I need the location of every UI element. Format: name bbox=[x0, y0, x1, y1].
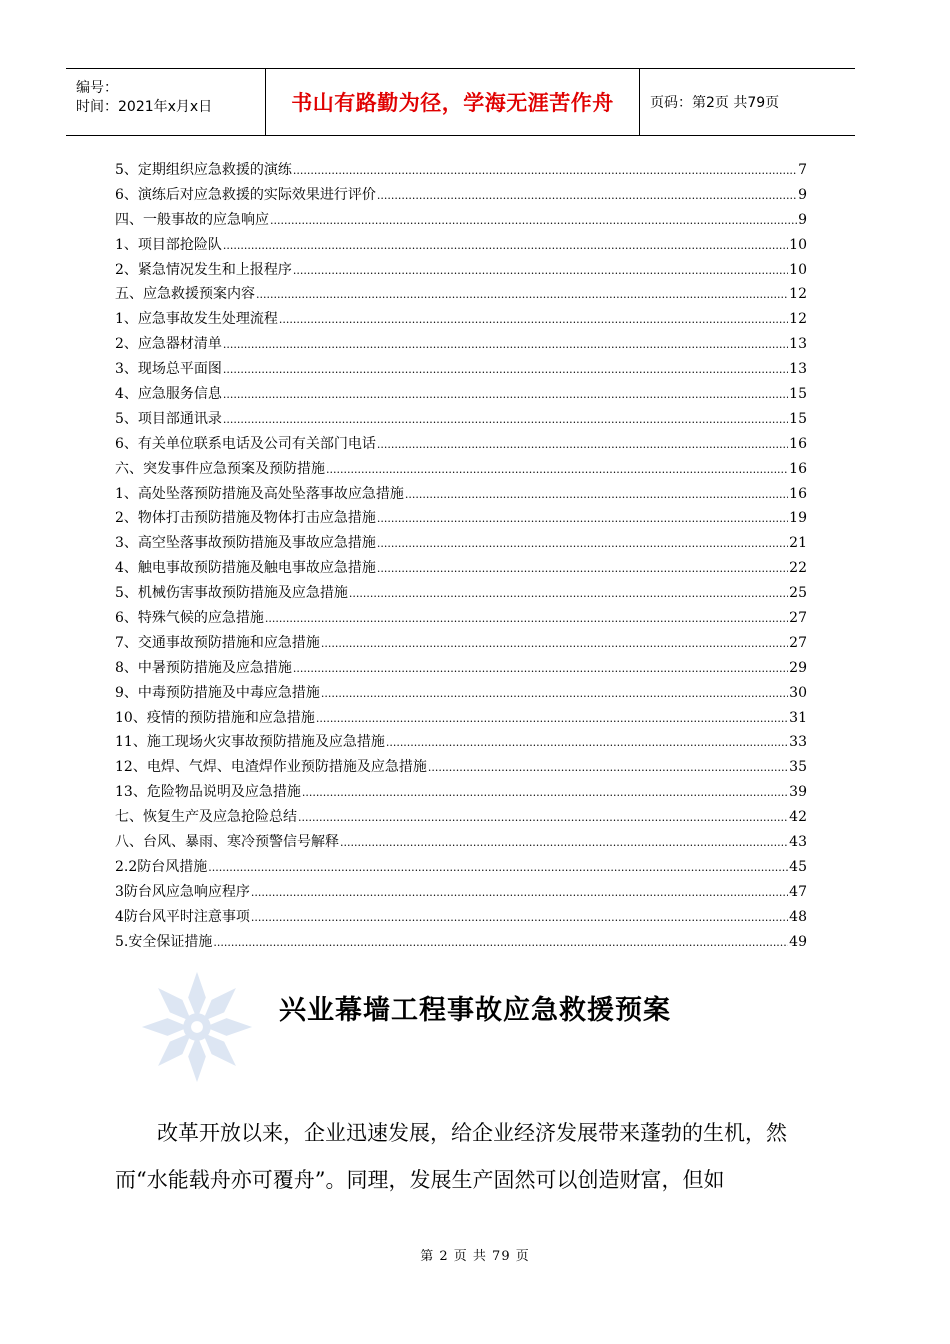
toc-entry-page: 13 bbox=[789, 361, 807, 378]
toc-dot-leader bbox=[223, 382, 788, 408]
toc-entry-page: 21 bbox=[789, 535, 807, 552]
toc-entry-title: 6、有关单位联系电话及公司有关部门电话 bbox=[115, 435, 376, 452]
toc-entry-page: 49 bbox=[789, 933, 807, 950]
toc-entry-title: 5.安全保证措施 bbox=[115, 933, 213, 950]
toc-dot-leader bbox=[321, 631, 788, 657]
body-paragraph-text: 改革开放以来，企业迅速发展，给企业经济发展带来蓬勃的生机，然而“水能载舟亦可覆舟”。同理，发展生产固然可以创造财富，但如 bbox=[115, 1121, 787, 1192]
toc-entry[interactable] bbox=[115, 258, 807, 283]
toc-entry[interactable] bbox=[115, 556, 807, 581]
toc-dot-leader bbox=[270, 208, 797, 234]
toc-entry-title: 四、一般事故的应急响应 bbox=[115, 211, 269, 228]
toc-dot-leader bbox=[377, 531, 788, 557]
toc-entry-title: 8、中暑预防措施及应急措施 bbox=[115, 659, 292, 676]
toc-dot-leader bbox=[340, 830, 788, 856]
toc-entry-title: 七、恢复生产及应急抢险总结 bbox=[115, 809, 297, 826]
toc-dot-leader bbox=[321, 681, 788, 707]
toc-entry-page: 13 bbox=[789, 336, 807, 353]
toc-entry[interactable] bbox=[115, 805, 807, 830]
toc-entry-page: 33 bbox=[789, 734, 807, 751]
toc-entry-title: 13、危险物品说明及应急措施 bbox=[115, 784, 301, 801]
toc-entry[interactable] bbox=[115, 432, 807, 457]
toc-entry-page: 42 bbox=[789, 809, 807, 826]
toc-entry[interactable] bbox=[115, 755, 807, 780]
toc-entry[interactable] bbox=[115, 606, 807, 631]
toc-dot-leader bbox=[256, 282, 788, 308]
toc-entry-page: 25 bbox=[789, 585, 807, 602]
toc-entry-title: 2.2防台风措施 bbox=[115, 858, 208, 875]
toc-entry-title: 4、触电事故预防措施及触电事故应急措施 bbox=[115, 560, 376, 577]
toc-entry-page: 16 bbox=[789, 485, 807, 502]
toc-entry-title: 5、定期组织应急救援的演练 bbox=[115, 162, 292, 178]
toc-entry-page: 43 bbox=[789, 834, 807, 851]
toc-entry-page: 48 bbox=[789, 908, 807, 925]
toc-entry[interactable] bbox=[115, 282, 807, 307]
toc-dot-leader bbox=[405, 482, 788, 508]
toc-entry[interactable] bbox=[115, 780, 807, 805]
toc-entry[interactable] bbox=[115, 706, 807, 731]
toc-entry-title: 9、中毒预防措施及中毒应急措施 bbox=[115, 684, 320, 701]
toc-entry-page: 16 bbox=[789, 435, 807, 452]
toc-dot-leader bbox=[265, 606, 788, 632]
toc-dot-leader bbox=[251, 880, 788, 906]
toc-entry[interactable] bbox=[115, 307, 807, 332]
toc-entry-page: 45 bbox=[789, 858, 807, 875]
toc-dot-leader bbox=[293, 158, 797, 184]
toc-dot-leader bbox=[377, 556, 788, 582]
toc-entry[interactable] bbox=[115, 382, 807, 407]
toc-entry-title: 4、应急服务信息 bbox=[115, 386, 222, 403]
toc-entry-title: 3、现场总平面图 bbox=[115, 361, 222, 378]
toc-entry-title: 7、交通事故预防措施和应急措施 bbox=[115, 634, 320, 651]
toc-entry-title: 五、应急救援预案内容 bbox=[115, 286, 255, 303]
toc-entry-title: 2、紧急情况发生和上报程序 bbox=[115, 261, 292, 278]
toc-entry-page: 12 bbox=[789, 286, 807, 303]
toc-entry[interactable] bbox=[115, 158, 807, 183]
toc-dot-leader bbox=[326, 457, 788, 483]
toc-entry-page: 15 bbox=[789, 386, 807, 403]
toc-entry-title: 6、演练后对应急救援的实际效果进行评价 bbox=[115, 186, 376, 203]
toc-entry-page: 10 bbox=[789, 261, 807, 278]
toc-entry-title: 5、机械伤害事故预防措施及应急措施 bbox=[115, 585, 348, 602]
toc-dot-leader bbox=[223, 233, 788, 259]
header-meta bbox=[66, 69, 266, 135]
toc-entry[interactable] bbox=[115, 855, 807, 880]
toc-entry-title: 2、应急器材清单 bbox=[115, 336, 222, 353]
toc-entry-title: 3、高空坠落事故预防措施及事故应急措施 bbox=[115, 535, 376, 552]
toc-entry-page: 7 bbox=[798, 162, 807, 178]
toc-entry-page: 39 bbox=[789, 784, 807, 801]
toc-entry[interactable] bbox=[115, 681, 807, 706]
toc-entry[interactable] bbox=[115, 631, 807, 656]
toc-dot-leader bbox=[208, 855, 788, 881]
toc-entry[interactable] bbox=[115, 506, 807, 531]
toc-dot-leader bbox=[377, 506, 788, 532]
toc-dot-leader bbox=[377, 183, 797, 209]
toc-entry-title: 11、施工现场火灾事故预防措施及应急措施 bbox=[115, 734, 385, 751]
toc-entry-title: 1、应急事故发生处理流程 bbox=[115, 311, 278, 328]
toc-entry-page: 19 bbox=[789, 510, 807, 527]
toc-dot-leader bbox=[377, 432, 788, 458]
toc-entry-title: 10、疫情的预防措施和应急措施 bbox=[115, 709, 315, 726]
toc-entry-title: 4防台风平时注意事项 bbox=[115, 908, 250, 925]
toc-entry[interactable] bbox=[115, 531, 807, 556]
toc-entry-title: 6、特殊气候的应急措施 bbox=[115, 610, 264, 627]
toc-entry[interactable] bbox=[115, 357, 807, 382]
toc-dot-leader bbox=[223, 357, 788, 383]
toc-entry-title: 1、高处坠落预防措施及高处坠落事故应急措施 bbox=[115, 485, 404, 502]
toc-entry[interactable] bbox=[115, 233, 807, 258]
toc-dot-leader bbox=[251, 905, 788, 931]
document-title: 兴业幕墙工程事故应急救援预案 bbox=[279, 995, 671, 1026]
toc-dot-leader bbox=[316, 706, 788, 732]
toc-entry[interactable] bbox=[115, 208, 807, 233]
toc-entry-title: 八、台风、暴雨、寒冷预警信号解释 bbox=[115, 834, 339, 851]
toc-dot-leader bbox=[279, 307, 788, 333]
toc-entry-page: 9 bbox=[798, 211, 807, 228]
page-footer: 第 2 页 共 79 页 bbox=[420, 1249, 530, 1264]
toc-entry-page: 47 bbox=[789, 883, 807, 900]
toc-entry-page: 10 bbox=[789, 236, 807, 253]
document-code-label: 编号： bbox=[76, 80, 118, 96]
body-paragraph bbox=[115, 1110, 815, 1204]
document-time-label: 时间：2021年x月x日 bbox=[76, 99, 213, 115]
toc-dot-leader bbox=[302, 780, 788, 806]
toc-entry[interactable] bbox=[115, 407, 807, 432]
toc-entry-title: 六、突发事件应急预案及预防措施 bbox=[115, 460, 325, 477]
toc-entry-page: 16 bbox=[789, 460, 807, 477]
toc-dot-leader bbox=[386, 730, 788, 756]
toc-entry-page: 27 bbox=[789, 634, 807, 651]
toc-entry-page: 15 bbox=[789, 410, 807, 427]
toc-dot-leader bbox=[213, 930, 788, 956]
toc-entry-page: 35 bbox=[789, 759, 807, 776]
toc-entry[interactable] bbox=[115, 930, 807, 955]
watermark-snowflake-icon bbox=[138, 968, 256, 1086]
toc-dot-leader bbox=[428, 755, 788, 781]
toc-entry[interactable] bbox=[115, 482, 807, 507]
toc-entry[interactable] bbox=[115, 730, 807, 755]
toc-dot-leader bbox=[223, 407, 788, 433]
toc-entry-page: 29 bbox=[789, 659, 807, 676]
toc-entry[interactable] bbox=[115, 581, 807, 606]
table-of-contents bbox=[115, 158, 807, 955]
toc-dot-leader bbox=[223, 332, 788, 358]
toc-entry-title: 3防台风应急响应程序 bbox=[115, 883, 250, 900]
toc-entry-title: 5、项目部通讯录 bbox=[115, 410, 222, 427]
toc-entry[interactable] bbox=[115, 830, 807, 855]
header-page-info: 页码：第2页 共79页 bbox=[650, 95, 780, 111]
toc-entry[interactable] bbox=[115, 656, 807, 681]
toc-entry[interactable] bbox=[115, 332, 807, 357]
toc-entry-title: 1、项目部抢险队 bbox=[115, 236, 222, 253]
toc-entry-page: 30 bbox=[789, 684, 807, 701]
toc-entry-title: 2、物体打击预防措施及物体打击应急措施 bbox=[115, 510, 376, 527]
toc-entry-title: 12、电焊、气焊、电渣焊作业预防措施及应急措施 bbox=[115, 759, 427, 776]
toc-dot-leader bbox=[293, 258, 788, 284]
toc-entry-page: 9 bbox=[798, 186, 807, 203]
toc-entry-page: 27 bbox=[789, 610, 807, 627]
toc-entry-page: 31 bbox=[789, 709, 807, 726]
toc-entry-page: 22 bbox=[789, 560, 807, 577]
toc-dot-leader bbox=[298, 805, 788, 831]
toc-entry[interactable] bbox=[115, 905, 807, 930]
toc-entry[interactable] bbox=[115, 183, 807, 208]
toc-dot-leader bbox=[293, 656, 788, 682]
page-header bbox=[66, 68, 855, 136]
toc-dot-leader bbox=[349, 581, 788, 607]
toc-entry-page: 12 bbox=[789, 311, 807, 328]
toc-entry[interactable] bbox=[115, 457, 807, 482]
toc-entry[interactable] bbox=[115, 880, 807, 905]
header-motto: 书山有路勤为径，学海无涯苦作舟 bbox=[266, 69, 640, 135]
